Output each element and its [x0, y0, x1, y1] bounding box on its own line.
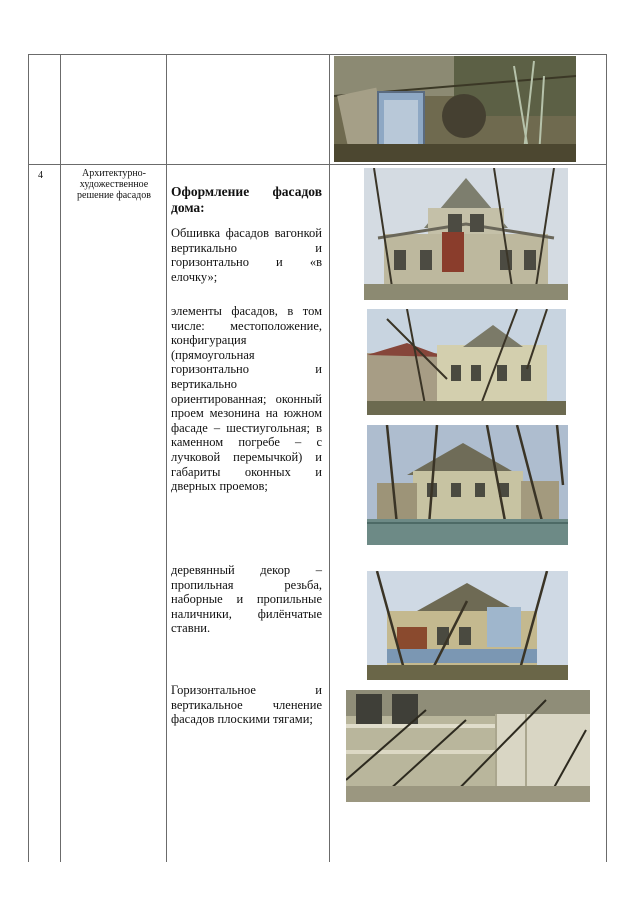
column-divider-3	[329, 54, 330, 862]
row-number: 4	[38, 170, 43, 181]
section-heading: Оформление фасадов дома:	[171, 184, 322, 215]
table-top-border	[28, 54, 606, 55]
table-left-border	[28, 54, 29, 862]
photo-house-fence-image	[367, 425, 568, 545]
photo-house-front-image	[364, 168, 568, 300]
row-title	[66, 168, 162, 201]
row-title-line: художественное	[79, 179, 149, 190]
table-right-border	[606, 54, 607, 862]
photo-facade-detail	[346, 690, 590, 802]
photo-house-trees-image	[367, 309, 566, 415]
column-divider-1	[60, 54, 61, 862]
photo-facade-detail-image	[346, 690, 590, 802]
photo-house-veranda-image	[367, 571, 568, 680]
photo-house-fence	[367, 425, 568, 545]
row-title-line: Архитектурно-	[81, 168, 147, 179]
photo-ruins-image	[334, 56, 576, 162]
row-divider	[28, 164, 606, 165]
paragraph-facade-elements: элементы фасадов, в том числе: местоположение, конфигурация (прямоугольная горизонтально и вертикально ориентированная; оконный проем мезонина на южном фасаде – шестиугольная; в каменном погребе – с лучковой перемычкой) и габариты оконных и дверных проемов;	[171, 304, 322, 494]
photo-house-trees	[367, 309, 566, 415]
paragraph-facade-division: Горизонтальное и вертикальное членение фасадов плоскими тягами;	[171, 683, 322, 727]
row-title-line: решение фасадов	[77, 190, 151, 201]
photo-house-veranda	[367, 571, 568, 680]
column-divider-2	[166, 54, 167, 862]
paragraph-wooden-decor: деревянный декор – пропильная резьба, наборные и пропильные наличники, филёнчатые ставни.	[171, 563, 322, 636]
photo-ruins	[334, 56, 576, 162]
photo-house-front	[364, 168, 568, 300]
paragraph-cladding: Обшивка фасадов вагонкой вертикально и горизонтально и «в елочку»;	[171, 226, 322, 284]
